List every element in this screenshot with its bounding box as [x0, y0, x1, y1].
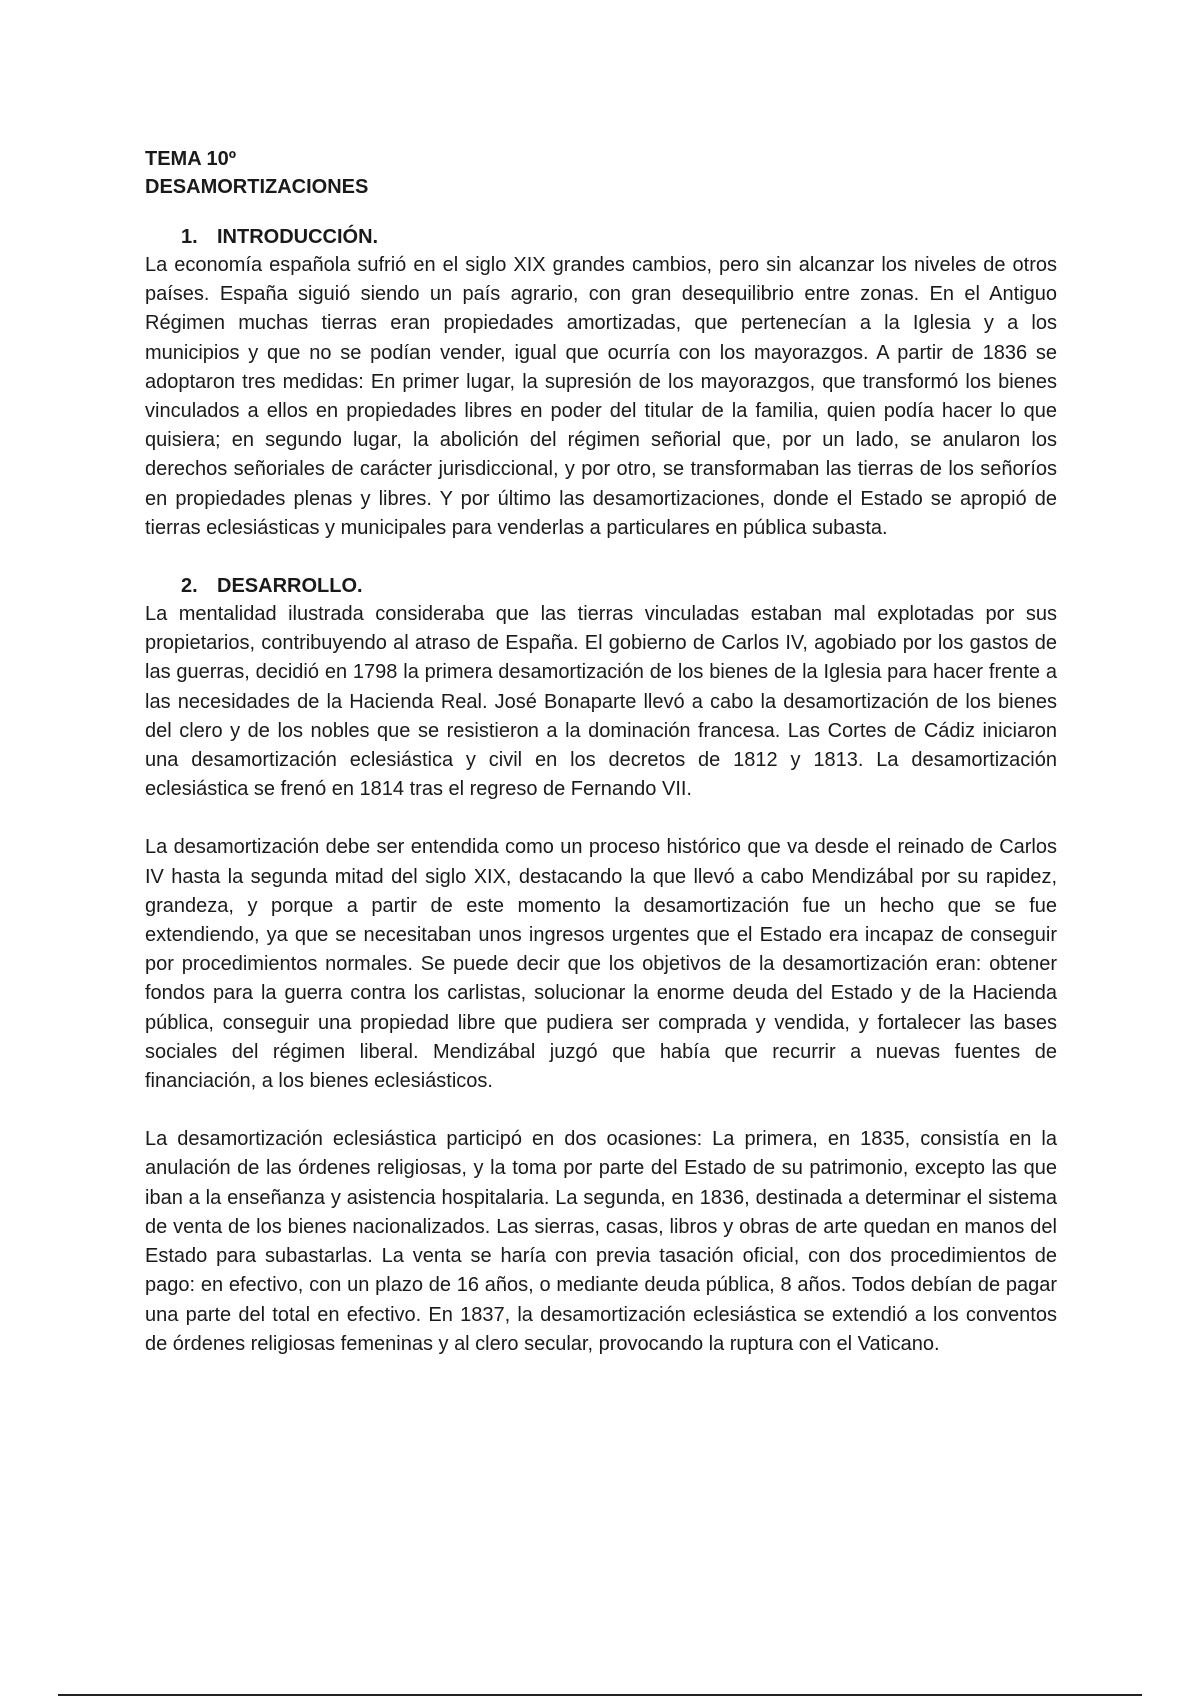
- section-number: 1.: [181, 226, 198, 248]
- section-introduccion: [145, 223, 1057, 543]
- section-heading: [145, 572, 1057, 600]
- document-title-line-2: DESAMORTIZACIONES: [145, 176, 369, 198]
- paragraph: La mentalidad ilustrada consideraba que las tierras vinculadas estaban mal explotadas por sus propietarios, contribuyendo al atraso de España. El gobierno de Carlos IV, agobiado por los gastos de las guerras, decidió en 1798 la primera desamortización de los bienes de la Iglesia para hacer frente a las necesidades de la Hacienda Real. José Bonaparte llevó a cabo la desamortización de los bienes del clero y de los nobles que se resistieron a la dominación francesa. Las Cortes de Cádiz iniciaron una desamortización eclesiástica y civil en los decretos de 1812 y 1813. La desamortización eclesiástica se frenó en 1814 tras el regreso de Fernando VII.: [145, 603, 1057, 801]
- section-title: INTRODUCCIÓN.: [217, 226, 379, 248]
- section-desarrollo: [145, 572, 1057, 1359]
- document-page: [145, 145, 1057, 1359]
- paragraph: La desamortización debe ser entendida como un proceso histórico que va desde el reinado de Carlos IV hasta la segunda mitad del siglo XIX, destacando la que llevó a cabo Mendizábal por su rapidez, grandeza, y porque a partir de este momento la desamortización fue un hecho que se fue extendiendo, ya que se necesitaban unos ingresos urgentes que el Estado era incapaz de conseguir por procedimientos normales. Se puede decir que los objetivos de la desamortización eran: obtener fondos para la guerra contra los carlistas, solucionar la enorme deuda del Estado y de la Hacienda pública, conseguir una propiedad libre que pudiera ser comprada y vendida, y fortalecer las bases sociales del régimen liberal. Mendizábal juzgó que había que recurrir a nuevas fuentes de financiación, a los bienes eclesiásticos.: [145, 836, 1057, 1093]
- paragraph: La economía española sufrió en el siglo XIX grandes cambios, pero sin alcanzar los niveles de otros países. España siguió siendo un país agrario, con gran desequilibrio entre zonas. En el Antiguo Régimen muchas tierras eran propiedades amortizadas, que pertenecían a la Iglesia y a los municipios y que no se podían vender, igual que ocurría con los mayorazgos. A partir de 1836 se adoptaron tres medidas: En primer lugar, la supresión de los mayorazgos, que transformó los bienes vinculados a ellos en propiedades libres en poder del titular de la familia, quien podía hacer lo que quisiera; en segundo lugar, la abolición del régimen señorial que, por un lado, se anularon los derechos señoriales de carácter jurisdiccional, y por otro, se transformaban las tierras de los señoríos en propiedades plenas y libres. Y por último las desamortizaciones, donde el Estado se apropió de tierras eclesiásticas y municipales para venderlas a particulares en pública subasta.: [145, 254, 1057, 539]
- paragraph: La desamortización eclesiástica participó en dos ocasiones: La primera, en 1835, consistía en la anulación de las órdenes religiosas, y la toma por parte del Estado de su patrimonio, excepto las que iban a la enseñanza y asistencia hospitalaria. La segunda, en 1836, destinada a determinar el sistema de venta de los bienes nacionalizados. Las sierras, casas, libros y obras de arte quedan en manos del Estado para subastarlas. La venta se haría con previa tasación oficial, con dos procedimientos de pago: en efectivo, con un plazo de 16 años, o mediante deuda pública, 8 años. Todos debían de pagar una parte del total en efectivo. En 1837, la desamortización eclesiástica se extendió a los conventos de órdenes religiosas femeninas y al clero secular, provocando la ruptura con el Vaticano.: [145, 1128, 1057, 1355]
- section-heading: [145, 223, 1057, 251]
- section-title: DESARROLLO.: [217, 575, 363, 598]
- section-number: 2.: [181, 575, 198, 598]
- page-bottom-divider: [58, 1694, 1142, 1696]
- document-title-line-1: TEMA 10º: [145, 148, 237, 170]
